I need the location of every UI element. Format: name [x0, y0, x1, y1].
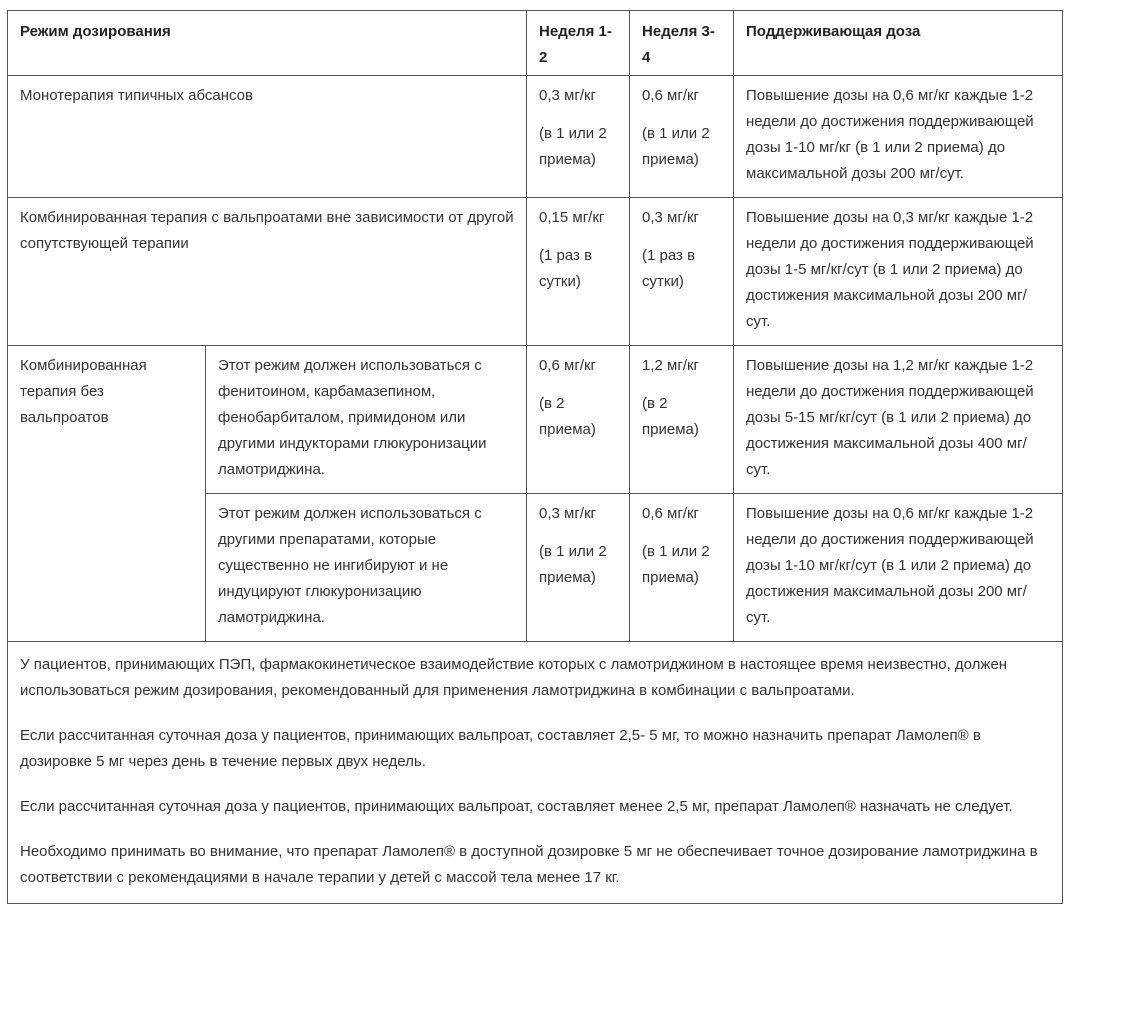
note-paragraph: Необходимо принимать во внимание, что препарат Ламолеп® в доступной дозировке 5 мг не обеспечивает точное дозирование ламотриджина в соответствии с рекомендациями в начале терапии у детей с массой тела менее 17 кг. — [20, 843, 1038, 886]
dose-value: 0,3 мг/кг — [642, 209, 700, 226]
header-week-3-4: Неделя 3-4 — [630, 11, 734, 76]
row-label: Этот режим должен использоваться с фенитоином, карбамазепином, фенобарбиталом, примидоном или другими индукторами глюкуронизации ламотриджина. — [206, 346, 527, 494]
dose-value: 0,6 мг/кг — [539, 357, 597, 374]
header-regimen: Режим дозирования — [8, 11, 527, 76]
dosing-table-container — [7, 10, 1062, 904]
dosing-table — [7, 10, 1063, 904]
table-row — [8, 198, 1063, 346]
row-label: Комбинированная терапия с вальпроатами вне зависимости от другой сопутствующей терапии — [8, 198, 527, 346]
dose-frequency: (в 1 или 2 приема) — [539, 125, 607, 168]
maintenance-cell: Повышение дозы на 0,6 мг/кг каждые 1-2 недели до достижения поддерживающей дозы 1-10 мг/кг/сут (в 1 или 2 приема) до достижения максимальной дозы 200 мг/сут. — [734, 494, 1063, 642]
notes-row — [8, 642, 1063, 904]
week12-cell — [527, 76, 630, 198]
dose-value: 0,3 мг/кг — [539, 505, 597, 522]
dose-value: 0,15 мг/кг — [539, 209, 605, 226]
dose-value: 0,6 мг/кг — [642, 505, 700, 522]
week34-cell — [630, 198, 734, 346]
dose-frequency: (в 1 или 2 приема) — [539, 543, 607, 586]
week34-cell — [630, 494, 734, 642]
maintenance-cell: Повышение дозы на 0,6 мг/кг каждые 1-2 недели до достижения поддерживающей дозы 1-10 мг/кг (в 1 или 2 приема) до максимальной дозы 200 мг/сут. — [734, 76, 1063, 198]
table-row — [8, 346, 1063, 494]
note-paragraph: Если рассчитанная суточная доза у пациентов, принимающих вальпроат, составляет менее 2,5 мг, препарат Ламолеп® назначать не следует. — [20, 798, 1013, 815]
row-label: Монотерапия типичных абсансов — [8, 76, 527, 198]
dose-frequency: (в 2 приема) — [642, 395, 699, 438]
dose-value: 1,2 мг/кг — [642, 357, 700, 374]
dose-frequency: (1 раз в сутки) — [539, 247, 593, 290]
table-row — [8, 76, 1063, 198]
dose-frequency: (в 1 или 2 приема) — [642, 125, 710, 168]
dose-frequency: (в 1 или 2 приема) — [642, 543, 710, 586]
week12-cell — [527, 198, 630, 346]
dose-value: 0,3 мг/кг — [539, 87, 597, 104]
dose-value: 0,6 мг/кг — [642, 87, 700, 104]
dose-frequency: (1 раз в сутки) — [642, 247, 696, 290]
group-label: Комбинированная терапия без вальпроатов — [8, 346, 206, 642]
week12-cell — [527, 346, 630, 494]
notes-cell — [8, 642, 1063, 904]
note-paragraph: Если рассчитанная суточная доза у пациентов, принимающих вальпроат, составляет 2,5- 5 мг, то можно назначить препарат Ламолеп® в дозировке 5 мг через день в течение первых двух недель. — [20, 727, 981, 770]
maintenance-cell: Повышение дозы на 1,2 мг/кг каждые 1-2 недели до достижения поддерживающей дозы 5-15 мг/кг/сут (в 1 или 2 приема) до достижения максимальной дозы 400 мг/сут. — [734, 346, 1063, 494]
note-paragraph: У пациентов, принимающих ПЭП, фармакокинетическое взаимодействие которых с ламотриджином в настоящее время неизвестно, должен использоваться режим дозирования, рекомендованный для применения ламотриджина в комбинации с вальпроатами. — [20, 656, 1008, 699]
header-week-1-2: Неделя 1-2 — [527, 11, 630, 76]
dose-frequency: (в 2 приема) — [539, 395, 596, 438]
week34-cell — [630, 76, 734, 198]
maintenance-cell: Повышение дозы на 0,3 мг/кг каждые 1-2 недели до достижения поддерживающей дозы 1-5 мг/кг/сут (в 1 или 2 приема) до достижения максимальной дозы 200 мг/сут. — [734, 198, 1063, 346]
row-label: Этот режим должен использоваться с другими препаратами, которые существенно не ингибируют и не индуцируют глюкуронизацию ламотриджина. — [206, 494, 527, 642]
table-header-row — [8, 11, 1063, 76]
header-maintenance: Поддерживающая доза — [734, 11, 1063, 76]
week12-cell — [527, 494, 630, 642]
week34-cell — [630, 346, 734, 494]
